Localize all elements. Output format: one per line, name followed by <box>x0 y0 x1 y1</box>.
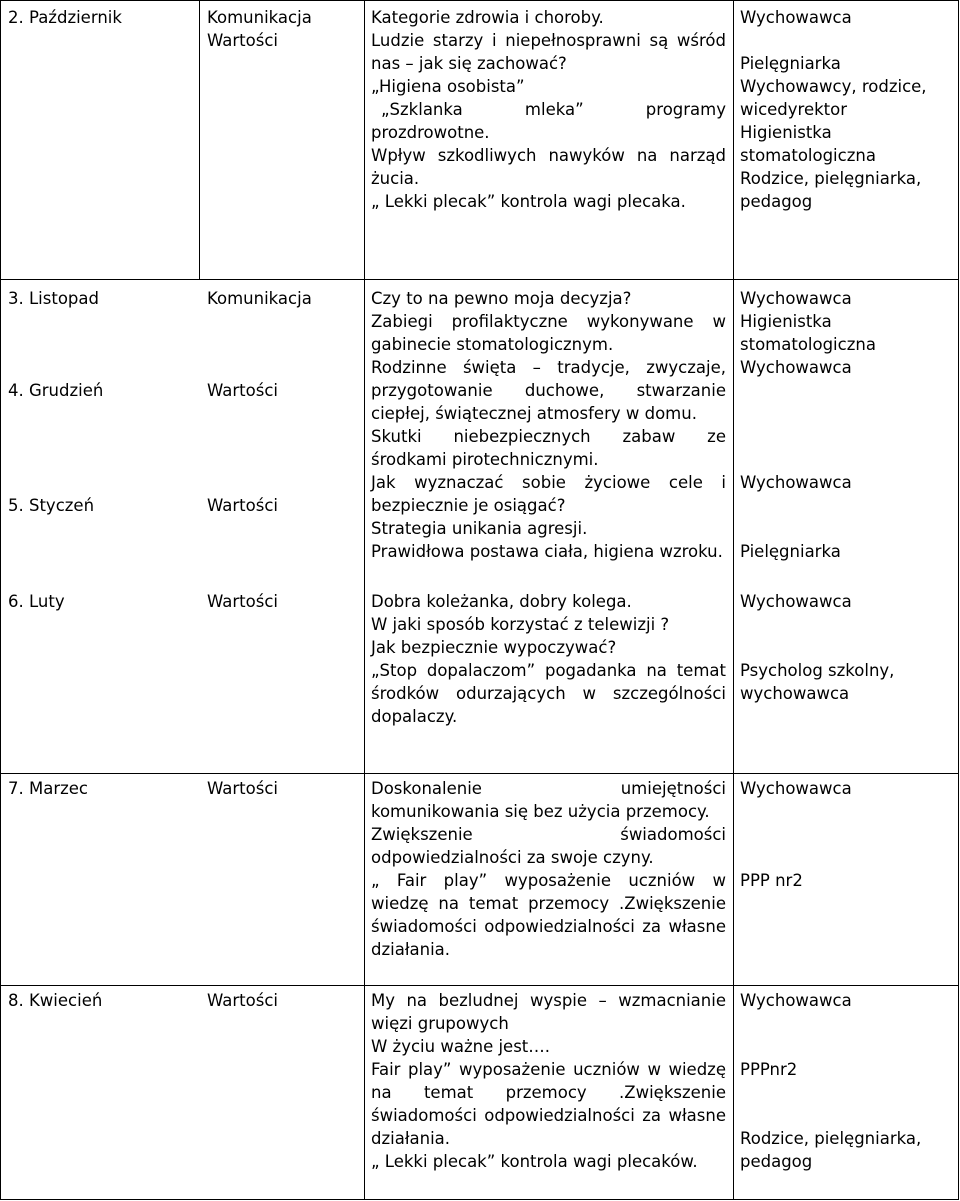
responsible-text: Higienistka stomatologiczna <box>740 312 876 354</box>
topic-text: Fair play” wyposażenie uczniów w wiedzę na temat przemocy .Zwiększenie świadomości odpowiedzialności za własne działania. <box>371 1060 726 1148</box>
area-cell <box>207 287 312 310</box>
topic-cell <box>371 6 726 213</box>
month-cell <box>8 590 65 613</box>
table-border <box>0 985 959 986</box>
topic-cell <box>371 287 726 356</box>
responsible-cell <box>740 6 952 213</box>
responsible-cell <box>740 777 952 892</box>
responsible-cell <box>740 471 952 563</box>
responsible-text: Wychowawca <box>740 8 852 27</box>
month-label: 5. Styczeń <box>8 496 95 515</box>
topic-text: „ Lekki plecak” kontrola wagi plecaków. <box>371 1152 698 1171</box>
responsible-text: Wychowawcy, rodzice, wicedyrektor <box>740 77 927 119</box>
area-cell <box>207 777 278 800</box>
area-label: Wartości <box>207 779 278 798</box>
table-border <box>0 0 1 1200</box>
topic-text: Strategia unikania agresji. <box>371 519 588 538</box>
responsible-text: Wychowawca <box>740 991 852 1010</box>
topic-text: Skutki niebezpiecznych zabaw ze środkami pirotechnicznymi. <box>371 427 726 469</box>
month-cell <box>8 777 88 800</box>
responsible-cell <box>740 356 952 379</box>
table-border <box>733 0 734 1200</box>
topic-text: „Stop dopalaczom” pogadanka na temat środków odurzających w szczególności dopalaczy. <box>371 661 726 726</box>
topic-text: „ Fair play” wyposażenie uczniów w wiedzę na temat przemocy .Zwiększenie świadomości odpowiedzialności za własne działania. <box>371 871 726 959</box>
area-cell <box>207 379 278 402</box>
responsible-text: PPP nr2 <box>740 871 803 890</box>
month-cell <box>8 6 122 29</box>
topic-cell <box>371 356 726 471</box>
area-label: Wartości <box>207 496 278 515</box>
responsible-text: Pielęgniarka <box>740 54 841 73</box>
topic-text: Wpływ szkodliwych nawyków na narząd żucia. <box>371 146 726 188</box>
topic-text: W jaki sposób korzystać z telewizji ? <box>371 615 670 634</box>
responsible-text: Wychowawca <box>740 779 852 798</box>
responsible-text <box>740 29 952 52</box>
responsible-cell <box>740 590 952 705</box>
responsible-cell <box>740 287 952 356</box>
table-border <box>0 279 959 280</box>
topic-text: Czy to na pewno moja decyzja? <box>371 289 632 308</box>
area-label: Wartości <box>207 381 278 400</box>
area-cell <box>207 494 278 517</box>
area-label: Wartości <box>207 592 278 611</box>
month-label: 6. Luty <box>8 592 65 611</box>
responsible-text: Psycholog szkolny, wychowawca <box>740 661 895 703</box>
area-label: Komunikacja <box>207 8 312 27</box>
topic-text: „ Lekki plecak” kontrola wagi plecaka. <box>371 192 686 211</box>
topic-text: Dobra koleżanka, dobry kolega. <box>371 592 632 611</box>
topic-text: My na bezludnej wyspie – wzmacnianie więzi grupowych <box>371 991 726 1033</box>
responsible-text: Wychowawca <box>740 592 852 611</box>
month-cell <box>8 989 102 1012</box>
table-border <box>0 773 959 774</box>
table-border <box>0 0 959 1</box>
table-border <box>364 0 365 1200</box>
topic-text: „Szklanka mleka” programy prozdrowotne. <box>371 100 726 142</box>
table-border <box>0 1199 959 1200</box>
responsible-text: Rodzice, pielęgniarka, pedagog <box>740 169 922 211</box>
table-border <box>958 0 959 1200</box>
responsible-text: PPPnr2 <box>740 1060 798 1079</box>
topic-text: Rodzinne święta – tradycje, zwyczaje, przygotowanie duchowe, stwarzanie ciepłej, świątecznej atmosfery w domu. <box>371 358 726 423</box>
area-label: Wartości <box>207 31 278 50</box>
responsible-text: Wychowawca <box>740 358 852 377</box>
month-label: 4. Grudzień <box>8 381 104 400</box>
topic-text: Jak bezpiecznie wypoczywać? <box>371 638 617 657</box>
topic-cell <box>371 471 726 563</box>
table-border <box>199 0 200 280</box>
topic-cell <box>371 989 726 1173</box>
month-cell <box>8 379 103 402</box>
topic-text: Prawidłowa postawa ciała, higiena wzroku. <box>371 542 723 561</box>
topic-text: Kategorie zdrowia i choroby. <box>371 8 604 27</box>
area-label: Wartości <box>207 991 278 1010</box>
topic-text: Zabiegi profilaktyczne wykonywane w gabinecie stomatologicznym. <box>371 312 726 354</box>
topic-text: W życiu ważne jest…. <box>371 1037 551 1056</box>
responsible-cell <box>740 989 952 1173</box>
topic-text: Doskonalenie umiejętności komunikowania się bez użycia przemocy. <box>371 779 726 821</box>
responsible-text: Wychowawca <box>740 289 852 308</box>
responsible-text: Rodzice, pielęgniarka, pedagog <box>740 1129 922 1171</box>
month-label: 7. Marzec <box>8 779 89 798</box>
area-cell <box>207 590 278 613</box>
responsible-text: Wychowawca <box>740 473 852 492</box>
topic-text: Zwiększenie świadomości odpowiedzialności za swoje czyny. <box>371 825 726 867</box>
area-cell <box>207 989 278 1012</box>
topic-text: „Higiena osobista” <box>371 77 525 96</box>
topic-cell <box>371 777 726 961</box>
topic-text: Ludzie starzy i niepełnosprawni są wśród nas – jak się zachować? <box>371 31 726 73</box>
month-label: 8. Kwiecień <box>8 991 103 1010</box>
month-cell <box>8 287 99 310</box>
month-label: 2. Październik <box>8 8 122 27</box>
responsible-text: Higienistka stomatologiczna <box>740 123 876 165</box>
area-label: Komunikacja <box>207 289 312 308</box>
month-cell <box>8 494 94 517</box>
topic-cell <box>371 590 726 728</box>
responsible-text: Pielęgniarka <box>740 542 841 561</box>
area-cell <box>207 6 357 52</box>
topic-text: Jak wyznaczać sobie życiowe cele i bezpiecznie je osiągać? <box>371 473 726 515</box>
month-label: 3. Listopad <box>8 289 99 308</box>
